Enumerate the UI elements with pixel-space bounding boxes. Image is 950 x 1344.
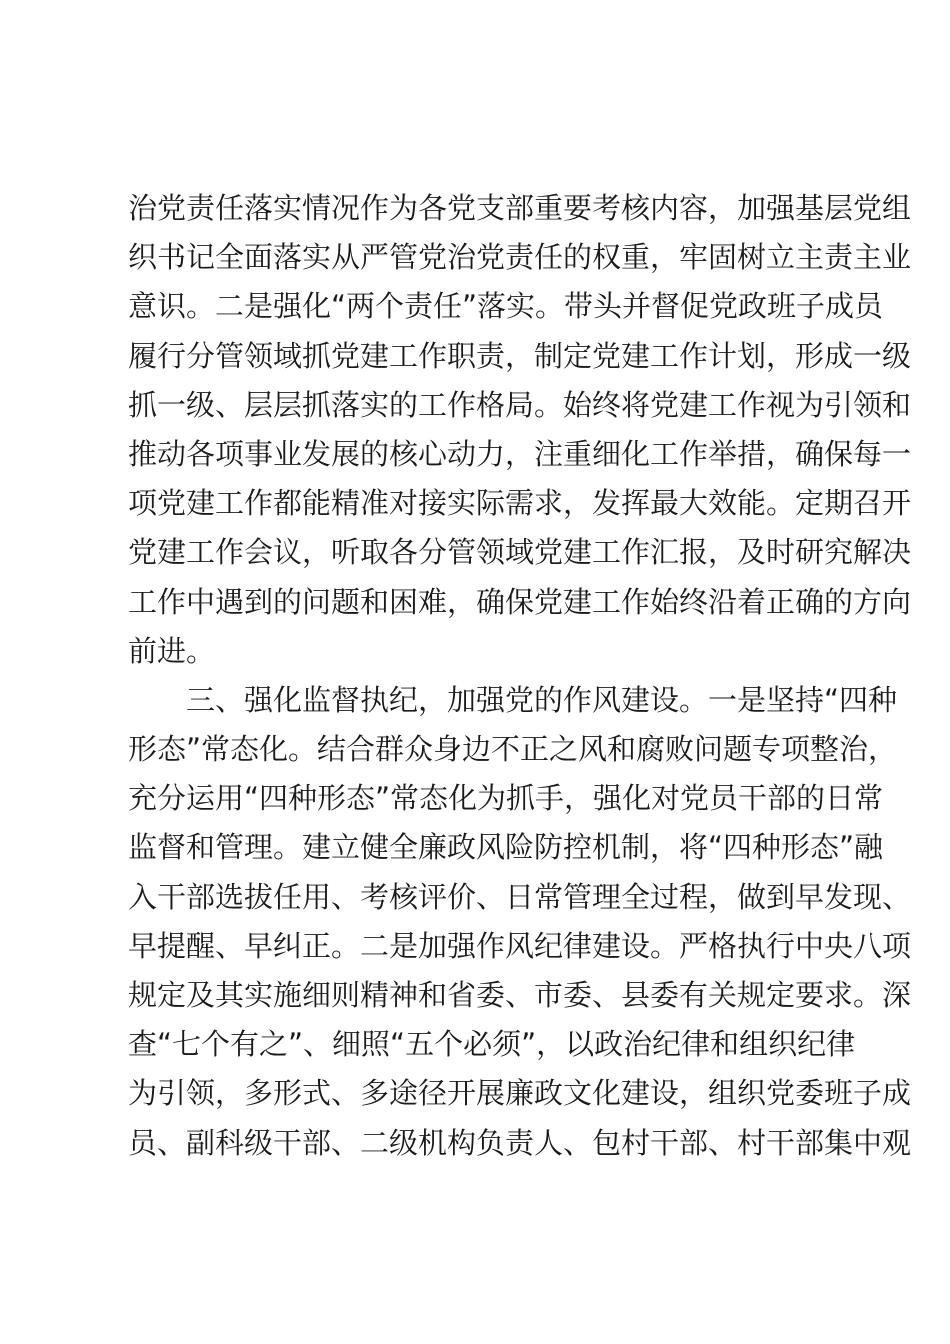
text-line: 工作中遇到的问题和困难，确保党建工作始终沿着正确的方向 [128, 584, 912, 619]
document-page [128, 184, 912, 1168]
text-line: 早提醒、早纠正。二是加强作风纪律建设。严格执行中央八项 [128, 928, 912, 963]
text-line: 充分运用“四种形态”常态化为抓手，强化对党员干部的日常 [128, 781, 884, 816]
text-line: 规定及其实施细则精神和省委、市委、县委有关规定要求。深 [128, 978, 912, 1012]
text-line: 入干部选拔任用、考核评价、日常管理全过程，做到早发现、 [128, 879, 912, 914]
text-line: 织书记全面落实从严管党治党责任的权重，牢固树立主责主业 [128, 240, 912, 275]
text-line: 前进。 [128, 633, 216, 668]
text-line: 抓一级、层层抓落实的工作格局。始终将党建工作视为引领和 [128, 387, 912, 422]
text-line: 推动各项事业发展的核心动力，注重细化工作举措，确保每一 [128, 436, 912, 471]
text-line: 意识。二是强化“两个责任”落实。带头并督促党政班子成员 [128, 289, 884, 324]
paragraph-1 [128, 184, 912, 676]
text-line: 履行分管领域抓党建工作职责，制定党建工作计划，形成一级 [128, 338, 912, 373]
section-heading-line: 三、强化监督执纪，加强党的作风建设。一是坚持“四种 [186, 682, 898, 717]
text-line: 项党建工作都能精准对接实际需求，发挥最大效能。定期召开 [128, 486, 912, 521]
paragraph-2 [128, 676, 912, 1168]
text-line: 查“七个有之”、细照“五个必须”，以政治纪律和组织纪律 [128, 1027, 856, 1062]
text-line: 员、副科级干部、二级机构负责人、包村干部、村干部集中观 [128, 1125, 912, 1160]
text-line: 形态”常态化。结合群众身边不正之风和腐败问题专项整治， [128, 732, 898, 767]
text-line: 治党责任落实情况作为各党支部重要考核内容，加强基层党组 [128, 191, 912, 225]
text-line: 监督和管理。建立健全廉政风险防控机制，将“四种形态”融 [128, 830, 884, 865]
text-line: 党建工作会议，听取各分管领域党建工作汇报，及时研究解决 [128, 535, 912, 570]
text-line: 为引领，多形式、多途径开展廉政文化建设，组织党委班子成 [128, 1076, 912, 1111]
